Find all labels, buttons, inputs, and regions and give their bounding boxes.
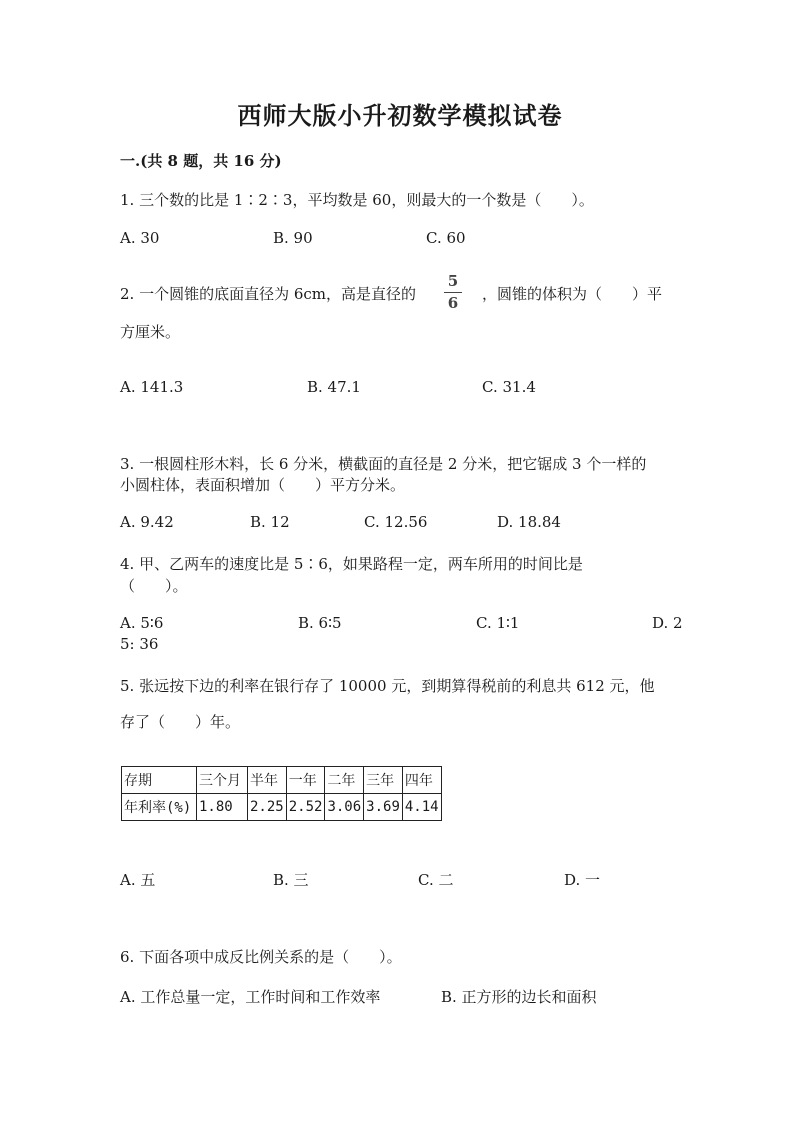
question-2-text-start: 2. 一个圆锥的底面直径为 6cm，高是直径的 [120, 285, 417, 303]
question-6-option-a: A. 工作总量一定，工作时间和工作效率 [120, 988, 381, 1006]
table-cell: 4.14 [402, 794, 441, 821]
table-cell: 年利率(%) [122, 794, 197, 821]
question-3-option-a: A. 9.42 [120, 513, 174, 531]
table-cell: 2.25 [248, 794, 287, 821]
question-2-option-a: A. 141.3 [120, 378, 184, 396]
table-cell: 2.52 [286, 794, 325, 821]
question-1-option-c: C. 60 [426, 229, 466, 247]
table-cell: 三年 [364, 767, 403, 794]
question-2-text-line2: 方厘米。 [120, 323, 181, 341]
table-cell: 3.69 [364, 794, 403, 821]
question-5-option-b: B. 三 [273, 871, 309, 889]
page-title: 西师大版小升初数学模拟试卷 [237, 101, 563, 130]
question-1-option-a: A. 30 [120, 229, 160, 247]
table-cell: 三个月 [197, 767, 248, 794]
question-4-option-d: D. 2 [652, 614, 683, 632]
question-5-text-line1: 5. 张远按下边的利率在银行存了 10000 元，到期算得税前的利息共 612 元，他 [120, 677, 655, 695]
fraction-numerator: 5 [447, 272, 459, 290]
question-5-option-a: A. 五 [120, 871, 156, 889]
table-cell: 一年 [286, 767, 325, 794]
question-2-option-b: B. 47.1 [307, 378, 361, 396]
table-cell: 四年 [402, 767, 441, 794]
question-4-option-a: A. 5∶6 [120, 614, 164, 632]
question-2-text-end: ，圆锥的体积为（ ）平 [482, 285, 663, 303]
table-cell: 3.06 [325, 794, 364, 821]
question-2-fraction [444, 274, 462, 311]
question-3-option-d: D. 18.84 [497, 513, 561, 531]
question-1-option-b: B. 90 [273, 229, 313, 247]
table-cell: 二年 [325, 767, 364, 794]
table-row [122, 767, 442, 794]
question-6-option-b: B. 正方形的边长和面积 [441, 988, 597, 1006]
table-cell: 存期 [122, 767, 197, 794]
fraction-denominator: 6 [447, 294, 459, 312]
question-3-option-b: B. 12 [250, 513, 290, 531]
question-2-option-c: C. 31.4 [482, 378, 536, 396]
table-cell: 1.80 [197, 794, 248, 821]
question-4-option-b: B. 6∶5 [298, 614, 342, 632]
fraction-bar [444, 292, 462, 293]
interest-rate-table [121, 766, 442, 821]
question-3-option-c: C. 12.56 [364, 513, 428, 531]
question-5-text-line2: 存了（ ）年。 [120, 713, 241, 731]
question-4-text-line2: （ ）。 [120, 577, 188, 595]
question-4-option-c: C. 1∶1 [476, 614, 520, 632]
question-1-text: 1. 三个数的比是 1∶2∶3，平均数是 60，则最大的一个数是（ ）。 [120, 191, 594, 209]
section-heading: 一.(共 8 题，共 16 分) [120, 152, 282, 170]
question-4-text-line1: 4. 甲、乙两车的速度比是 5∶6，如果路程一定，两车所用的时间比是 [120, 555, 583, 573]
question-3-text-line2: 小圆柱体，表面积增加（ ）平方分米。 [120, 476, 406, 494]
table-cell: 半年 [248, 767, 287, 794]
question-6-text: 6. 下面各项中成反比例关系的是（ ）。 [120, 948, 402, 966]
question-3-text-line1: 3. 一根圆柱形木料，长 6 分米，横截面的直径是 2 分米，把它锯成 3 个一样的 [120, 455, 647, 473]
question-4-option-d-wrap: 5: 36 [120, 635, 159, 653]
question-5-option-d: D. 一 [564, 871, 601, 889]
question-5-option-c: C. 二 [418, 871, 454, 889]
table-row [122, 794, 442, 821]
